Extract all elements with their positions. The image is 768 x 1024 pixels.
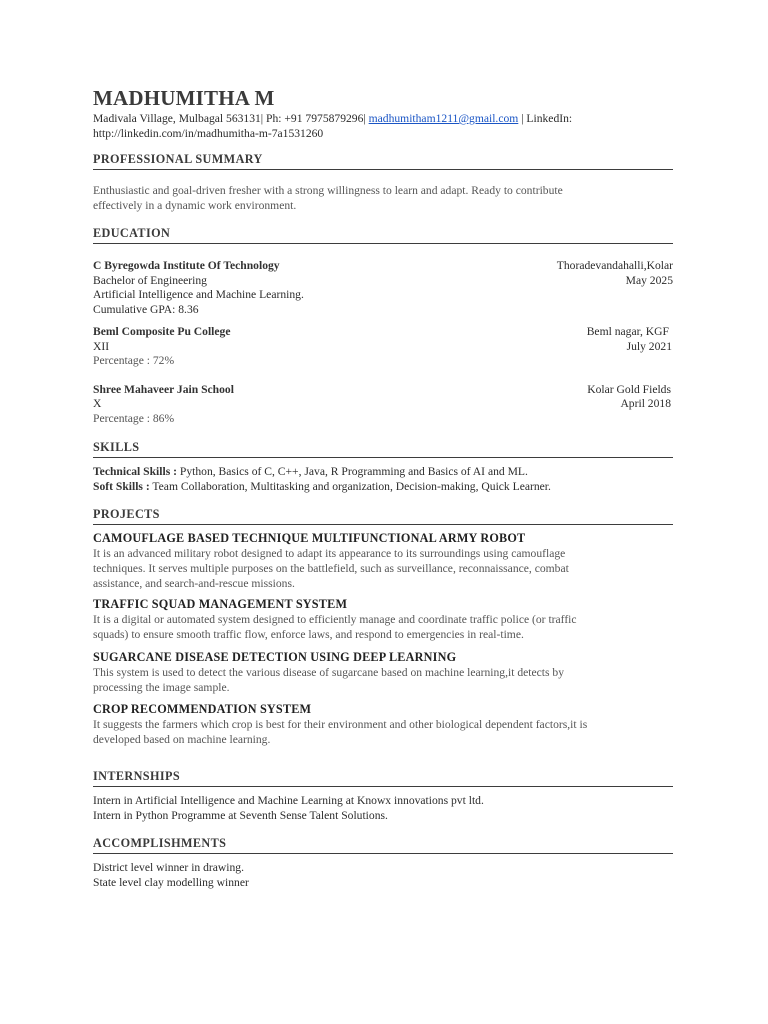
institution-name: Beml Composite Pu College: [93, 325, 231, 338]
section-title-education: EDUCATION: [93, 226, 673, 244]
accomplishments-section: [93, 836, 673, 890]
email-link[interactable]: madhumitham1211@gmail.com: [368, 112, 519, 125]
project-line: squads) to ensure smooth traffic flow, enforce laws, and respond to emergencies in real-time.: [93, 628, 524, 641]
project-title: TRAFFIC SQUAD MANAGEMENT SYSTEM: [93, 597, 348, 611]
project-title: CAMOUFLAGE BASED TECHNIQUE MULTIFUNCTIONAL ARMY ROBOT: [93, 531, 526, 545]
project-description: [93, 717, 673, 747]
degree: XII: [93, 339, 110, 353]
skills-list: [93, 464, 673, 494]
internship-item: Intern in Artificial Intelligence and Machine Learning at Knowx innovations pvt ltd.: [93, 794, 484, 807]
contact-address-phone: Madivala Village, Mulbagal 563131| Ph: +91 7975879296|: [93, 112, 369, 125]
education-date: July 2021: [626, 339, 672, 353]
project-description: [93, 546, 673, 591]
section-title-skills: SKILLS: [93, 440, 673, 458]
education-date: April 2018: [620, 397, 671, 410]
institution-location: Beml nagar, KGF: [586, 325, 669, 338]
internships-list: [93, 793, 673, 823]
project-line: developed based on machine learning.: [93, 733, 271, 746]
linkedin-url[interactable]: http://linkedin.com/in/madhumitha-m-7a1531260: [93, 127, 324, 140]
accomplishment-item: District level winner in drawing.: [93, 861, 245, 874]
contact-linkedin-label: | LinkedIn:: [518, 112, 573, 125]
specialization: Artificial Intelligence and Machine Learning.: [93, 288, 304, 301]
section-title-internships: INTERNSHIPS: [93, 769, 673, 787]
soft-skills-value: Team Collaboration, Multitasking and organization, Decision-making, Quick Learner.: [149, 480, 551, 493]
project-title: SUGARCANE DISEASE DETECTION USING DEEP LEARNING: [93, 650, 457, 664]
technical-skills-value: Python, Basics of C, C++, Java, R Programming and Basics of AI and ML.: [176, 465, 528, 478]
education-section: [93, 226, 673, 426]
project-line: It is a digital or automated system designed to efficiently manage and coordinate traffic police (or traffic: [93, 613, 577, 626]
project-line: This system is used to detect the various disease of sugarcane based on machine learning,it detects by: [93, 666, 565, 679]
institution-location: Kolar Gold Fields: [587, 382, 671, 396]
education-score: Percentage : 72%: [93, 354, 175, 367]
education-score: Cumulative GPA: 8.36: [93, 302, 199, 316]
project-line: processing the image sample.: [93, 681, 230, 694]
education-entry: [93, 259, 673, 317]
projects-section: [93, 507, 673, 747]
institution-name: Shree Mahaveer Jain School: [93, 382, 234, 396]
summary-line: Enthusiastic and goal-driven fresher with a strong willingness to learn and adapt. Ready to contribute: [93, 184, 563, 197]
education-score: Percentage : 86%: [93, 411, 175, 425]
accomplishment-item: State level clay modelling winner: [93, 876, 249, 889]
resume-header: [93, 86, 673, 141]
project-line: It suggests the farmers which crop is best for their environment and other biological dependent factors,it is: [93, 718, 588, 731]
contact-info: [93, 111, 673, 141]
project-line: assistance, and search-and-rescue missions.: [93, 577, 295, 590]
section-title-summary: PROFESSIONAL SUMMARY: [93, 152, 673, 170]
soft-skills: [93, 479, 673, 494]
soft-skills-label: Soft Skills :: [93, 480, 150, 493]
summary-text: [93, 183, 673, 213]
accomplishments-list: [93, 860, 673, 890]
candidate-name: MADHUMITHA M: [93, 86, 275, 110]
education-entry: [93, 325, 673, 369]
project-description: [93, 665, 673, 695]
internship-item: Intern in Python Programme at Seventh Sense Talent Solutions.: [93, 809, 388, 822]
degree: X: [93, 397, 102, 410]
summary-section: [93, 152, 673, 213]
project-line: It is an advanced military robot designed to adapt its appearance to its surroundings using camouflage: [93, 547, 566, 560]
technical-skills-label: Technical Skills :: [93, 465, 177, 478]
project-description: [93, 612, 673, 642]
project-item: [93, 702, 673, 747]
project-line: techniques. It serves multiple purposes on the battlefield, such as surveillance, reconnaissance, combat: [93, 562, 569, 575]
project-item: [93, 597, 673, 642]
technical-skills: [93, 464, 673, 479]
section-title-projects: PROJECTS: [93, 507, 673, 525]
project-item: [93, 531, 673, 591]
institution-location: Thoradevandahalli,Kolar: [556, 259, 673, 272]
summary-line: effectively in a dynamic work environment.: [93, 199, 297, 212]
education-entry: [93, 383, 673, 427]
degree: Bachelor of Engineering: [93, 273, 207, 287]
section-title-accomplishments: ACCOMPLISHMENTS: [93, 836, 673, 854]
skills-section: [93, 440, 673, 494]
education-date: May 2025: [625, 273, 673, 287]
internships-section: [93, 769, 673, 823]
institution-name: C Byregowda Institute Of Technology: [93, 259, 280, 272]
project-title: CROP RECOMMENDATION SYSTEM: [93, 702, 312, 716]
project-item: [93, 650, 673, 695]
